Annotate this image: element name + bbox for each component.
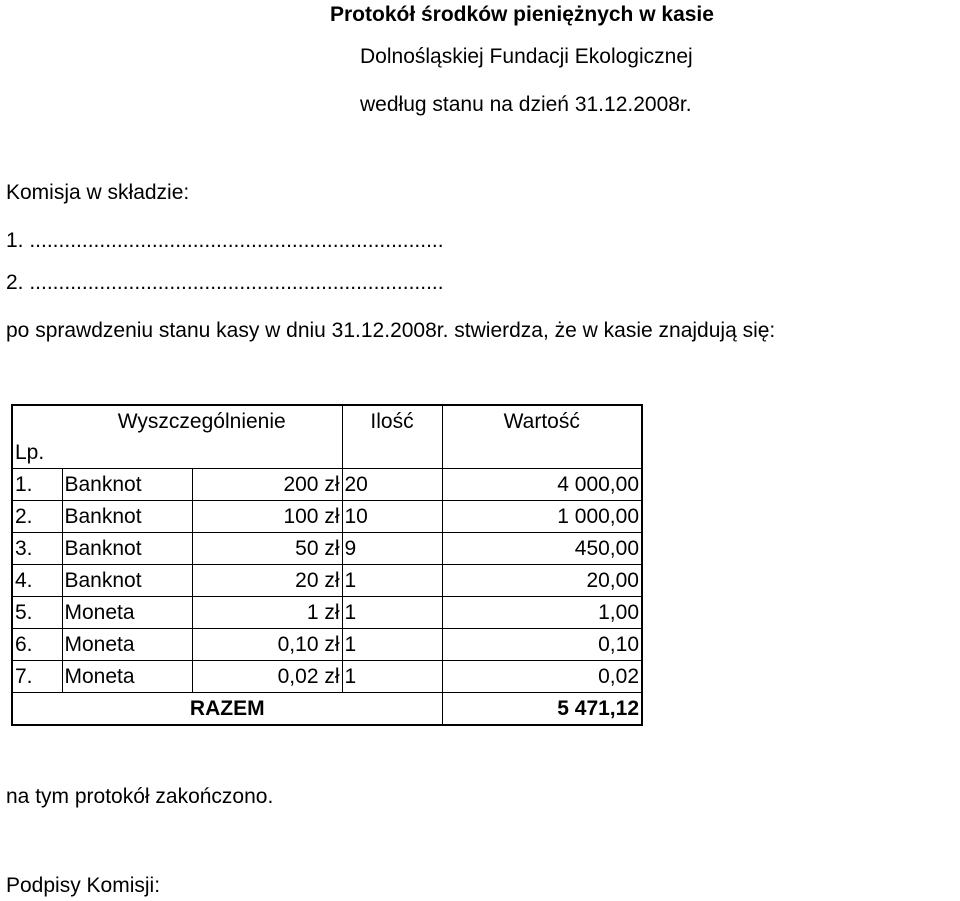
total-value: 5 471,12 [442, 693, 642, 726]
row-denomination: 0,02 zł [192, 661, 342, 693]
row-denomination: 20 zł [192, 565, 342, 597]
table-row [12, 597, 642, 629]
row-value: 0,10 [442, 629, 642, 661]
document-title: Protokół środków pieniężnych w kasie [330, 3, 714, 26]
cash-table [11, 404, 643, 726]
table-row [12, 533, 642, 565]
row-lp: 7. [12, 661, 62, 693]
row-value: 1 000,00 [442, 501, 642, 533]
row-quantity: 1 [342, 565, 442, 597]
header-qty: Ilość [342, 405, 442, 437]
date-line: według stanu na dzień 31.12.2008r. [360, 93, 692, 116]
row-lp: 5. [12, 597, 62, 629]
row-type: Moneta [62, 597, 192, 629]
row-quantity: 9 [342, 533, 442, 565]
row-denomination: 100 zł [192, 501, 342, 533]
commission-label: Komisja w składzie: [6, 181, 190, 204]
row-type: Moneta [62, 661, 192, 693]
table-row [12, 565, 642, 597]
row-quantity: 1 [342, 597, 442, 629]
total-label: RAZEM [12, 693, 442, 726]
table-row [12, 469, 642, 501]
row-lp: 2. [12, 501, 62, 533]
signatures-label: Podpisy Komisji: [6, 874, 161, 897]
commission-member-2: 2. ....................................................................... [6, 271, 444, 294]
row-lp: 4. [12, 565, 62, 597]
table-row [12, 661, 642, 693]
row-denomination: 0,10 zł [192, 629, 342, 661]
header-value: Wartość [442, 405, 642, 437]
row-type: Banknot [62, 469, 192, 501]
row-type: Banknot [62, 501, 192, 533]
row-lp: 3. [12, 533, 62, 565]
row-value: 4 000,00 [442, 469, 642, 501]
row-lp: 6. [12, 629, 62, 661]
header-item: Wyszczególnienie [62, 405, 342, 437]
row-denomination: 1 zł [192, 597, 342, 629]
total-row [12, 693, 642, 726]
row-value: 1,00 [442, 597, 642, 629]
row-denomination: 50 zł [192, 533, 342, 565]
row-type: Moneta [62, 629, 192, 661]
row-denomination: 200 zł [192, 469, 342, 501]
row-value: 20,00 [442, 565, 642, 597]
row-quantity: 10 [342, 501, 442, 533]
row-quantity: 1 [342, 629, 442, 661]
row-type: Banknot [62, 565, 192, 597]
table-row [12, 629, 642, 661]
row-lp: 1. [12, 469, 62, 501]
row-quantity: 20 [342, 469, 442, 501]
header-lp: Lp. [12, 437, 62, 469]
row-value: 0,02 [442, 661, 642, 693]
table-row [12, 501, 642, 533]
row-quantity: 1 [342, 661, 442, 693]
commission-member-1: 1. ....................................................................... [6, 229, 444, 252]
row-value: 450,00 [442, 533, 642, 565]
statement-text: po sprawdzeniu stanu kasy w dniu 31.12.2008r. stwierdza, że w kasie znajdują się: [6, 319, 776, 342]
row-type: Banknot [62, 533, 192, 565]
closing-text: na tym protokół zakończono. [6, 785, 274, 808]
organization-name: Dolnośląskiej Fundacji Ekologicznej [360, 45, 693, 68]
